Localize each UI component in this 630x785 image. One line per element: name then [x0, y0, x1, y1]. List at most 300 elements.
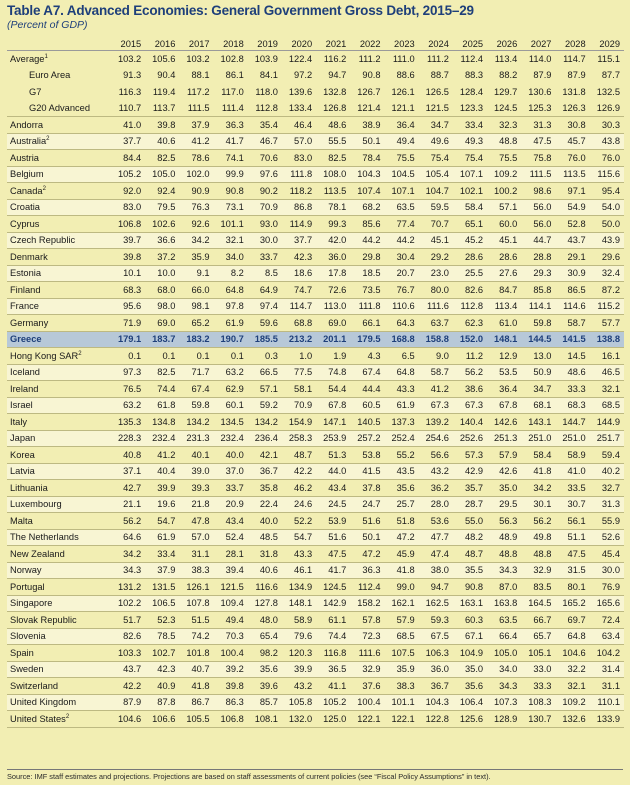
country-label — [7, 381, 111, 398]
value-cell: 65.7 — [521, 628, 555, 645]
value-cell: 41.0 — [555, 463, 589, 480]
value-cell: 111.5 — [521, 166, 555, 183]
value-cell: 48.6 — [316, 117, 350, 134]
table-row — [7, 612, 624, 629]
value-cell: 0.1 — [145, 348, 179, 365]
value-cell: 32.9 — [521, 562, 555, 579]
value-cell: 91.3 — [123, 70, 142, 81]
value-cell: 80.1 — [555, 579, 589, 596]
table-row — [7, 529, 624, 546]
country-name: Korea — [10, 449, 35, 460]
value-cell: 115.2 — [590, 298, 624, 315]
table-row — [7, 397, 624, 414]
country-label — [7, 579, 111, 596]
table-row — [7, 133, 624, 150]
table-row — [7, 546, 624, 563]
table-row — [7, 381, 624, 398]
value-cell: 63.7 — [419, 315, 453, 332]
value-cell: 104.3 — [419, 694, 453, 711]
value-cell: 42.3 — [282, 249, 316, 266]
value-cell: 82.5 — [145, 364, 179, 381]
value-cell: 82.6 — [111, 628, 145, 645]
value-cell: 59.5 — [419, 199, 453, 216]
country-label — [7, 67, 111, 84]
value-cell: 39.3 — [179, 480, 213, 497]
value-cell: 36.2 — [419, 480, 453, 497]
value-cell: 70.6 — [248, 150, 282, 167]
value-cell: 38.3 — [179, 562, 213, 579]
country-name: Cyprus — [10, 218, 40, 229]
value-cell: 28.1 — [214, 546, 248, 563]
value-cell: 132.5 — [596, 86, 620, 97]
value-cell: 126.9 — [590, 100, 624, 117]
value-cell: 90.8 — [214, 183, 248, 200]
country-name: United States — [10, 713, 66, 724]
country-name: Portugal — [10, 581, 45, 592]
value-cell: 51.3 — [316, 447, 350, 464]
value-cell: 120.3 — [282, 645, 316, 662]
value-cell: 101.1 — [385, 694, 419, 711]
value-cell: 154.9 — [282, 414, 316, 431]
value-cell: 62.9 — [214, 381, 248, 398]
value-cell: 111.6 — [350, 645, 384, 662]
value-cell: 139.2 — [419, 414, 453, 431]
country-label — [7, 661, 111, 678]
value-cell: 42.2 — [111, 678, 145, 695]
value-cell: 47.2 — [350, 546, 384, 563]
country-label — [7, 694, 111, 711]
value-cell: 165.2 — [555, 595, 589, 612]
value-cell: 78.4 — [350, 150, 384, 167]
value-cell: 134.5 — [214, 414, 248, 431]
value-cell: 34.7 — [419, 117, 453, 134]
value-cell: 148.1 — [282, 595, 316, 612]
value-cell: 111.8 — [282, 166, 316, 183]
value-cell: 100.2 — [487, 183, 521, 200]
value-cell: 76.3 — [179, 199, 213, 216]
value-cell: 144.9 — [590, 414, 624, 431]
value-cell: 132.6 — [555, 711, 589, 728]
value-cell: 47.2 — [385, 529, 419, 546]
value-cell: 50.1 — [350, 529, 384, 546]
value-cell: 251.3 — [487, 430, 521, 447]
value-cell: 38.0 — [419, 562, 453, 579]
footnote-marker: 2 — [46, 136, 50, 143]
country-label — [7, 331, 111, 348]
country-name: Japan — [10, 433, 36, 444]
value-cell: 127.8 — [248, 595, 282, 612]
value-cell: 86.3 — [214, 694, 248, 711]
value-cell: 36.7 — [248, 463, 282, 480]
table-row — [7, 711, 624, 728]
value-cell: 35.6 — [385, 480, 419, 497]
value-cell: 35.9 — [385, 661, 419, 678]
value-cell: 190.7 — [214, 331, 248, 348]
country-name: Ireland — [10, 383, 39, 394]
value-cell: 25.5 — [453, 265, 487, 282]
value-cell: 52.6 — [590, 529, 624, 546]
country-name: United Kingdom — [10, 697, 77, 708]
value-cell: 112.8 — [248, 100, 282, 117]
value-cell: 68.5 — [385, 628, 419, 645]
value-cell: 51.6 — [316, 529, 350, 546]
value-cell: 35.4 — [248, 117, 282, 134]
value-cell: 253.9 — [316, 430, 350, 447]
value-cell: 61.9 — [214, 315, 248, 332]
country-label — [7, 298, 111, 315]
year-header-2018: 2018 — [223, 38, 244, 49]
value-cell: 4.3 — [350, 348, 384, 365]
value-cell: 64.6 — [111, 529, 145, 546]
country-label — [7, 51, 111, 68]
value-cell: 140.5 — [350, 414, 384, 431]
value-cell: 97.4 — [248, 298, 282, 315]
year-header-2029: 2029 — [599, 38, 620, 49]
value-cell: 22.4 — [248, 496, 282, 513]
value-cell: 54.0 — [590, 199, 624, 216]
value-cell: 66.7 — [521, 612, 555, 629]
value-cell: 117.0 — [221, 86, 244, 97]
value-cell: 64.9 — [248, 282, 282, 299]
value-cell: 75.5 — [487, 150, 521, 167]
value-cell: 0.3 — [248, 348, 282, 365]
value-cell: 43.2 — [282, 678, 316, 695]
value-cell: 59.4 — [590, 447, 624, 464]
value-cell: 83.0 — [282, 150, 316, 167]
value-cell: 43.9 — [590, 232, 624, 249]
country-label — [7, 348, 111, 365]
value-cell: 37.7 — [282, 232, 316, 249]
value-cell: 56.2 — [111, 513, 145, 530]
year-header-2021: 2021 — [325, 38, 347, 49]
value-cell: 144.7 — [555, 414, 589, 431]
value-cell: 163.8 — [487, 595, 521, 612]
value-cell: 112.8 — [453, 298, 487, 315]
value-cell: 90.9 — [179, 183, 213, 200]
value-cell: 36.4 — [385, 117, 419, 134]
value-cell: 88.6 — [396, 70, 415, 81]
value-cell: 51.1 — [555, 529, 589, 546]
value-cell: 103.2 — [117, 54, 142, 64]
value-cell: 30.0 — [248, 232, 282, 249]
value-cell: 6.5 — [385, 348, 419, 365]
value-cell: 32.1 — [555, 678, 589, 695]
value-cell: 122.8 — [419, 711, 453, 728]
value-cell: 112.4 — [460, 54, 484, 64]
value-cell: 39.9 — [145, 480, 179, 497]
value-cell: 121.4 — [350, 100, 384, 117]
value-cell: 44.0 — [316, 463, 350, 480]
value-cell: 87.8 — [145, 694, 179, 711]
table-row — [7, 166, 624, 183]
footnote-marker: 2 — [42, 185, 46, 192]
value-cell: 55.2 — [385, 447, 419, 464]
value-cell: 97.1 — [555, 183, 589, 200]
value-cell: 179.1 — [111, 331, 145, 348]
year-header-2025: 2025 — [462, 38, 484, 49]
value-cell: 78.1 — [316, 199, 350, 216]
value-cell: 54.7 — [282, 529, 316, 546]
value-cell: 46.1 — [282, 562, 316, 579]
value-cell: 107.5 — [385, 645, 419, 662]
value-cell: 70.7 — [419, 216, 453, 233]
value-cell: 114.7 — [563, 54, 586, 64]
value-cell: 61.9 — [385, 397, 419, 414]
year-header-2026: 2026 — [496, 38, 518, 49]
value-cell: 117.2 — [187, 86, 210, 97]
value-cell: 83.0 — [111, 199, 145, 216]
value-cell: 121.5 — [419, 100, 453, 117]
value-cell: 125.0 — [316, 711, 350, 728]
value-cell: 86.7 — [179, 694, 213, 711]
value-cell: 70.9 — [282, 397, 316, 414]
country-name: Iceland — [10, 367, 40, 378]
table-row — [7, 579, 624, 596]
value-cell: 103.3 — [111, 645, 145, 662]
value-cell: 114.7 — [282, 298, 316, 315]
country-label — [7, 678, 111, 695]
value-cell: 252.4 — [385, 430, 419, 447]
value-cell: 44.7 — [521, 232, 555, 249]
value-cell: 111.0 — [392, 54, 415, 64]
country-name: Singapore — [10, 598, 53, 609]
value-cell: 40.0 — [214, 447, 248, 464]
value-cell: 113.7 — [145, 100, 179, 117]
value-cell: 37.1 — [111, 463, 145, 480]
value-cell: 30.7 — [555, 496, 589, 513]
value-cell: 28.7 — [453, 496, 487, 513]
value-cell: 28.6 — [487, 249, 521, 266]
country-name: Germany — [10, 317, 49, 328]
value-cell: 63.2 — [214, 364, 248, 381]
value-cell: 138.8 — [590, 331, 624, 348]
value-cell: 34.2 — [521, 480, 555, 497]
value-cell: 183.7 — [145, 331, 179, 348]
country-name: Israel — [10, 400, 33, 411]
value-cell: 33.7 — [248, 249, 282, 266]
value-cell: 84.7 — [487, 282, 521, 299]
value-cell: 43.3 — [385, 381, 419, 398]
header-row — [7, 37, 624, 51]
table-row — [7, 84, 624, 101]
value-cell: 41.8 — [521, 463, 555, 480]
value-cell: 36.0 — [316, 249, 350, 266]
value-cell: 95.4 — [590, 183, 624, 200]
value-cell: 72.6 — [316, 282, 350, 299]
value-cell: 74.2 — [179, 628, 213, 645]
value-cell: 71.7 — [179, 364, 213, 381]
value-cell: 99.0 — [385, 579, 419, 596]
value-cell: 134.2 — [179, 414, 213, 431]
value-cell: 67.3 — [419, 397, 453, 414]
value-cell: 32.2 — [555, 661, 589, 678]
value-cell: 67.3 — [453, 397, 487, 414]
value-cell: 148.1 — [487, 331, 521, 348]
value-cell: 70.3 — [214, 628, 248, 645]
country-name: Hong Kong SAR — [10, 350, 79, 361]
country-name: G7 — [29, 86, 42, 97]
value-cell: 82.5 — [145, 150, 179, 167]
value-cell: 105.0 — [145, 166, 179, 183]
value-cell: 28.6 — [453, 249, 487, 266]
value-cell: 111.2 — [358, 54, 381, 64]
value-cell: 35.0 — [453, 661, 487, 678]
value-cell: 56.2 — [453, 364, 487, 381]
value-cell: 69.0 — [145, 315, 179, 332]
value-cell: 68.8 — [282, 315, 316, 332]
value-cell: 113.4 — [494, 54, 518, 64]
country-label — [7, 397, 111, 414]
value-cell: 102.7 — [145, 645, 179, 662]
value-cell: 68.5 — [590, 397, 624, 414]
value-cell: 11.2 — [453, 348, 487, 365]
table-row — [7, 678, 624, 695]
value-cell: 88.2 — [499, 70, 518, 81]
value-cell: 9.0 — [419, 348, 453, 365]
value-cell: 35.9 — [179, 249, 213, 266]
value-cell: 31.1 — [179, 546, 213, 563]
value-cell: 107.3 — [487, 694, 521, 711]
value-cell: 43.7 — [111, 661, 145, 678]
value-cell: 63.5 — [487, 612, 521, 629]
value-cell: 39.4 — [214, 562, 248, 579]
value-cell: 37.7 — [111, 133, 145, 150]
table-row — [7, 216, 624, 233]
value-cell: 123.3 — [453, 100, 487, 117]
table-row — [7, 150, 624, 167]
value-cell: 47.4 — [419, 546, 453, 563]
value-cell: 98.1 — [179, 298, 213, 315]
table-row — [7, 513, 624, 530]
value-cell: 36.6 — [145, 232, 179, 249]
value-cell: 82.5 — [316, 150, 350, 167]
country-name: Greece — [10, 334, 42, 345]
value-cell: 76.9 — [590, 579, 624, 596]
table-row — [7, 51, 624, 68]
value-cell: 68.1 — [521, 397, 555, 414]
value-cell: 105.5 — [179, 711, 213, 728]
value-cell: 105.8 — [282, 694, 316, 711]
value-cell: 140.4 — [453, 414, 487, 431]
value-cell: 33.5 — [555, 480, 589, 497]
value-cell: 59.3 — [419, 612, 453, 629]
value-cell: 74.4 — [145, 381, 179, 398]
value-cell: 92.4 — [145, 183, 179, 200]
table-row — [7, 430, 624, 447]
value-cell: 111.4 — [214, 100, 248, 117]
value-cell: 121.1 — [385, 100, 419, 117]
value-cell: 13.0 — [521, 348, 555, 365]
value-cell: 232.4 — [214, 430, 248, 447]
value-cell: 48.9 — [487, 529, 521, 546]
value-cell: 201.1 — [316, 331, 350, 348]
value-cell: 57.9 — [487, 447, 521, 464]
value-cell: 63.2 — [111, 397, 145, 414]
year-header-2024: 2024 — [428, 38, 449, 49]
value-cell: 44.4 — [350, 381, 384, 398]
value-cell: 115.1 — [597, 54, 620, 64]
year-header-2019: 2019 — [257, 38, 278, 49]
value-cell: 254.6 — [419, 430, 453, 447]
value-cell: 86.8 — [282, 199, 316, 216]
value-cell: 139.6 — [288, 86, 313, 97]
value-cell: 42.0 — [316, 232, 350, 249]
value-cell: 52.2 — [282, 513, 316, 530]
value-cell: 236.4 — [248, 430, 282, 447]
table-row — [7, 364, 624, 381]
value-cell: 0.1 — [179, 348, 213, 365]
table-row — [7, 282, 624, 299]
value-cell: 51.8 — [385, 513, 419, 530]
country-label — [7, 84, 111, 101]
value-cell: 102.8 — [220, 54, 244, 64]
debt-table — [7, 37, 624, 728]
value-cell: 116.2 — [323, 54, 347, 64]
country-name: Belgium — [10, 169, 44, 180]
country-name: Malta — [10, 515, 33, 526]
value-cell: 36.7 — [419, 678, 453, 695]
value-cell: 77.5 — [282, 364, 316, 381]
value-cell: 88.1 — [191, 70, 210, 81]
value-cell: 29.8 — [350, 249, 384, 266]
value-cell: 35.7 — [453, 480, 487, 497]
value-cell: 122.1 — [385, 711, 419, 728]
table-row — [7, 298, 624, 315]
table-row — [7, 67, 624, 84]
value-cell: 107.1 — [385, 183, 419, 200]
value-cell: 74.8 — [316, 364, 350, 381]
value-cell: 41.8 — [179, 678, 213, 695]
value-cell: 124.5 — [487, 100, 521, 117]
value-cell: 59.6 — [248, 315, 282, 332]
country-name: Average — [10, 54, 45, 64]
value-cell: 163.1 — [453, 595, 487, 612]
country-label — [7, 529, 111, 546]
value-cell: 59.8 — [521, 315, 555, 332]
country-label — [7, 282, 111, 299]
value-cell: 40.7 — [179, 661, 213, 678]
country-name: Czech Republic — [10, 235, 76, 246]
value-cell: 78.5 — [145, 628, 179, 645]
value-cell: 54.9 — [555, 199, 589, 216]
value-cell: 33.0 — [521, 661, 555, 678]
value-cell: 185.5 — [248, 331, 282, 348]
value-cell: 41.2 — [145, 447, 179, 464]
value-cell: 60.0 — [487, 216, 521, 233]
value-cell: 110.6 — [385, 298, 419, 315]
value-cell: 20.7 — [385, 265, 419, 282]
value-cell: 46.4 — [282, 117, 316, 134]
value-cell: 111.8 — [350, 298, 384, 315]
value-cell: 58.7 — [419, 364, 453, 381]
value-cell: 52.4 — [214, 529, 248, 546]
value-cell: 63.4 — [590, 628, 624, 645]
value-cell: 183.2 — [179, 331, 213, 348]
year-header-2016: 2016 — [154, 38, 176, 49]
value-cell: 30.1 — [521, 496, 555, 513]
country-name: Canada — [10, 185, 43, 196]
country-label — [7, 628, 111, 645]
country-label — [7, 562, 111, 579]
value-cell: 179.5 — [350, 331, 384, 348]
value-cell: 131.5 — [145, 579, 179, 596]
value-cell: 23.0 — [419, 265, 453, 282]
value-cell: 84.1 — [259, 70, 278, 81]
value-cell: 37.0 — [214, 463, 248, 480]
value-cell: 61.0 — [487, 315, 521, 332]
value-cell: 36.3 — [214, 117, 248, 134]
value-cell: 57.1 — [487, 199, 521, 216]
